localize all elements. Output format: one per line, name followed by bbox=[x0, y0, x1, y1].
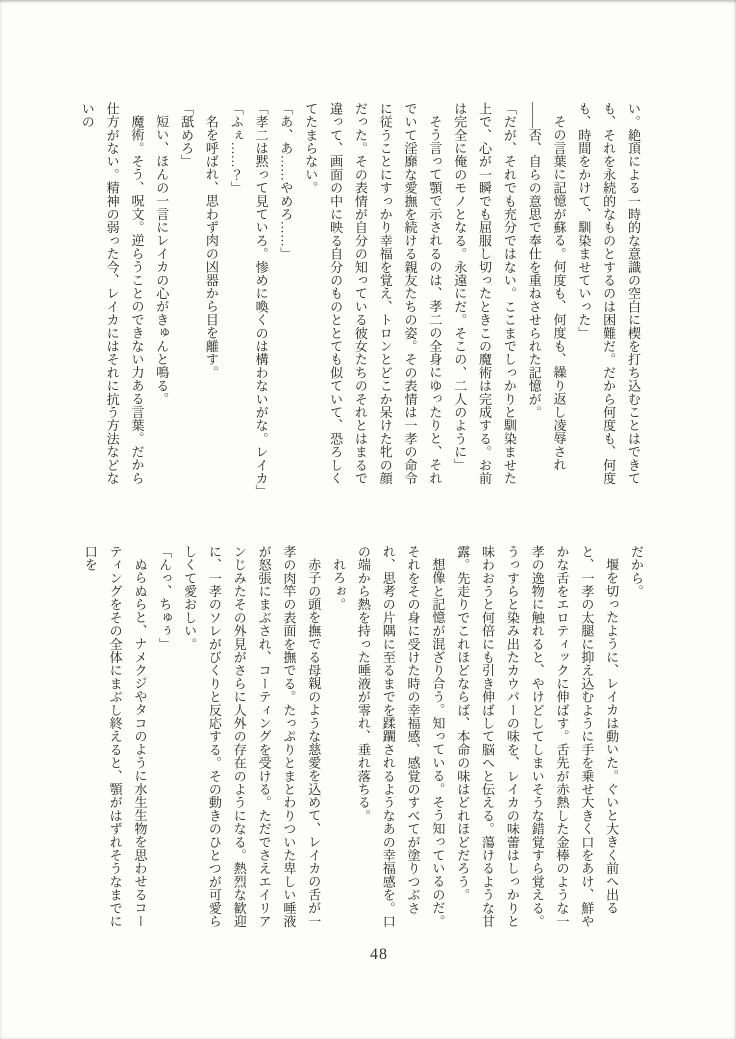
text-block-top bbox=[74, 102, 645, 498]
paragraph: 「あ、あ……やめろ……」 bbox=[278, 102, 294, 261]
paragraph: 「だが、それでも充分ではない。ここまでしっかりと馴染ませた上で、心が一瞬でも屈服し切ったときこの魔術は完成する。お前は完全に俺のモノとなる。永遠にだ。そこの、二人のように」 bbox=[452, 102, 517, 485]
text-block-bottom bbox=[77, 545, 648, 935]
page-number: 48 bbox=[370, 946, 388, 963]
paragraph: 赤子の頭を撫でる母親のような慈愛を込めて、レイカの舌が一孝の肉竿の表面を撫でる。たっぷりとまとわりついた卑しい唾液が怒張にまぶされ、コーティングを受ける。ただでさえエイリアンじみたその外見がさらに人外の存在のようになる。熱烈な歓迎に、一孝のソレがびくりと反応する。その動きのひとつが可愛らしくて愛おしい。 bbox=[182, 545, 322, 928]
paragraph: 堰を切ったように、レイカは動いた。ぐいと大きく前へ出ると、一孝の太腿に抑え込むように手を乗せ大きく口をあけ、鮮やかな舌をエロティックに伸ばす。舌先が赤熱した金棒のような一孝の逸物に触れると、やけどしてしまいそうな錯覚すら覚える。うっすらと染み出たカウパーの味を、レイカの味蕾はしっかりと味わおうと何倍にも引き伸ばして脳へと伝える。蕩けるような甘露。先走りでこれほどならば、本命の味はどれほどだろう。 bbox=[455, 545, 620, 928]
paragraph: ぬらぬらと、ナメクジやタコのように水生生物を思わせるコーティングをその全体にまぶし終えると、顎がはずれそうなまでに口を bbox=[82, 545, 148, 928]
paragraph: 名を呼ばれ、思わず肉の凶器から目を離す。 bbox=[203, 115, 219, 379]
paragraph: 「ふぇ……？」 bbox=[228, 102, 244, 195]
paragraph: そう言って顎で示されるのは、孝二の全身にゆったりと、それでいて淫靡な愛撫を続ける親友たちの姿。その表情は一孝の命令に従うことにすっかり幸福を覚え、トロンとどこか呆けた牝の顔だった。その表情が自分の知っている彼女たちのそれとはまるで違って、画面の中に映る自分のものととても似ていて、恐ろしくてたまらない。 bbox=[303, 102, 443, 485]
paragraph: 魔術。そう、呪文。逆らうことのできない力ある言葉。だから仕方がない。精神の弱った今、レイカにはそれに抗う方法などないの bbox=[79, 102, 145, 485]
paragraph: その言葉に記憶が蘇る。何度も、何度も、繰り返し凌辱され――否、自らの意思で奉仕を重ねさせられた記憶が。 bbox=[526, 102, 567, 472]
paragraph: だから。 bbox=[629, 545, 644, 598]
paragraph: れろぉ。 bbox=[331, 558, 347, 611]
paragraph: 「んっ、ちゅぅ」 bbox=[157, 545, 173, 651]
paragraph: 短い、ほんの一言にレイカの心がきゅんと鳴る。 bbox=[154, 115, 170, 406]
paragraph: 「孝二は黙って見ていろ。惨めに喚くのは構わないがな。レイカ」 bbox=[253, 102, 269, 498]
paragraph: い。絶頂による一時的な意識の空白に楔を打ち込むことはできても、それを永続的なものとするのは困難だ。だから何度も、何度も、時間をかけて、馴染ませていった」 bbox=[576, 102, 641, 485]
paragraph: 「舐めろ」 bbox=[179, 102, 195, 168]
paragraph: 想像と記憶が混ざり合う。知っている。そう知っているのだ。それをその身に受けた時の幸福感、感覚のすべてが塗りつぶされ、思考の片隅に至るまでを蹂躙されるようなあの幸福感を。口の端から熱を持った唾液が零れ、垂れ落ちる。 bbox=[355, 545, 446, 928]
